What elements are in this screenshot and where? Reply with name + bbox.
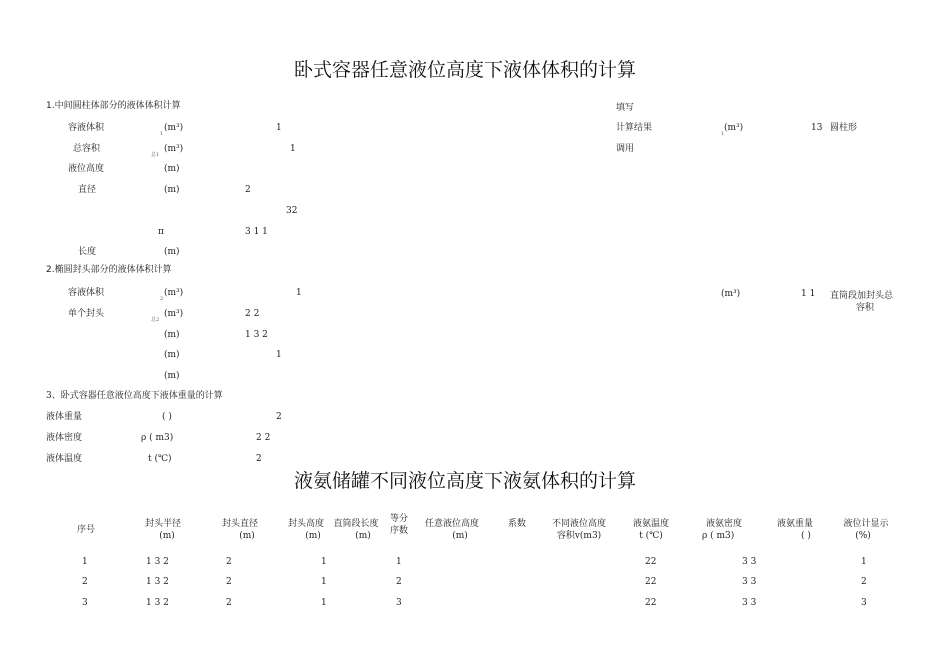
sec3-weight-label: 液体重量 [46, 412, 83, 422]
sec1-total-sub: 总1 [151, 152, 160, 158]
sec1-length-unit: (m) [164, 247, 180, 257]
col-header-level-l2: (m) [452, 531, 468, 541]
col-header-weight-l1: 液氨重量 [776, 519, 813, 529]
cell-diam: 2 [226, 598, 232, 608]
sec2-capacity-value: 1 [296, 288, 302, 298]
col-header-diam-l1: 封头直径 [221, 519, 258, 529]
sec2-capacity-unit: (m³) [164, 288, 184, 298]
sec2-capacity-sub: 2 [160, 296, 164, 302]
result-sub: 1 [721, 131, 725, 137]
cell-no: 1 [82, 557, 88, 567]
call-label: 调用 [616, 144, 635, 154]
cell-radius: 1 3 2 [146, 598, 169, 608]
result-shape: 圆柱形 [830, 123, 858, 133]
col-header-radius-l2: (m) [159, 531, 175, 541]
sec2-head-values: 2 2 [245, 309, 260, 319]
sec1-capacity-unit: (m³) [164, 123, 184, 133]
section2-heading: 2.椭圆封头部分的液体体积计算 [46, 265, 172, 275]
sec2-head-sub: 总2 [151, 317, 160, 323]
sec1-capacity-label: 容液体积 [68, 123, 105, 133]
cell-seq: 1 [396, 557, 402, 567]
cell-density: 3 3 [742, 577, 757, 587]
cell-temp: 22 [645, 598, 657, 608]
sec1-level-unit: (m) [164, 164, 180, 174]
cell-temp: 22 [645, 557, 657, 567]
cell-height: 1 [321, 598, 327, 608]
sec2-row3-values: 1 3 2 [245, 330, 268, 340]
col-header-gauge-l1: 液位计显示 [843, 519, 889, 529]
col-header-length-l1: 直筒段长度 [333, 519, 379, 529]
col-header-density-l1: 液氨密度 [705, 519, 742, 529]
cell-no: 3 [82, 598, 88, 608]
cell-radius: 1 3 2 [146, 557, 169, 567]
col-header-diam-l2: (m) [239, 531, 255, 541]
sec3-temp-value: 2 [256, 454, 262, 464]
sec2-row3-unit: (m) [164, 330, 180, 340]
cell-density: 3 3 [742, 598, 757, 608]
sec1-pi-values: 3 1 1 [245, 227, 268, 237]
sec1-extra-value: 32 [286, 206, 298, 216]
sec2-head-unit: (m³) [164, 309, 184, 319]
cell-diam: 2 [226, 557, 232, 567]
fill-label: 填写 [616, 103, 635, 113]
sec1-level-label: 液位高度 [68, 164, 105, 174]
col-header-seq-l2: 序数 [389, 526, 408, 536]
cell-no: 2 [82, 577, 88, 587]
col-header-seq-l1: 等分 [389, 514, 408, 524]
sec1-length-label: 长度 [78, 247, 97, 257]
col-header-temp-l1: 液氨温度 [632, 519, 669, 529]
col-header-no-l1: 序号 [76, 525, 95, 535]
sec1-pi-label: π [158, 227, 164, 237]
total-label-line1: 直筒段加封头总 [830, 291, 894, 301]
sec1-diameter-label: 直径 [78, 185, 97, 195]
main-title: 卧式容器任意液位高度下液体体积的计算 [294, 59, 637, 81]
sec1-capacity-sub: 1 [160, 131, 164, 137]
cell-seq: 2 [396, 577, 402, 587]
cell-height: 1 [321, 557, 327, 567]
col-header-volume-l2: 容积v(m3) [556, 531, 602, 541]
total-values: 1 1 [801, 289, 816, 299]
sec3-density-unit: ρ ( m3) [141, 433, 174, 443]
col-header-height-l2: (m) [305, 531, 321, 541]
section3-heading: 3、卧式容器任意液位高度下液体重量的计算 [46, 391, 223, 401]
cell-density: 3 3 [742, 557, 757, 567]
sec1-total-unit: (m³) [164, 144, 184, 154]
cell-radius: 1 3 2 [146, 577, 169, 587]
sec3-temp-label: 液体温度 [46, 454, 83, 464]
sec3-density-label: 液体密度 [46, 433, 83, 443]
cell-pct: 3 [861, 598, 867, 608]
col-header-radius-l1: 封头半径 [144, 519, 181, 529]
result-unit: (m³) [724, 123, 744, 133]
total-label-line2: 容积 [856, 303, 875, 313]
cell-diam: 2 [226, 577, 232, 587]
sec2-row4-unit: (m) [164, 350, 180, 360]
cell-pct: 2 [861, 577, 867, 587]
total-unit: (m³) [721, 289, 741, 299]
sec3-weight-unit: ( ) [162, 412, 172, 422]
col-header-coef-l1: 系数 [507, 519, 526, 529]
sec3-weight-value: 2 [276, 412, 282, 422]
cell-pct: 1 [861, 557, 867, 567]
col-header-temp-l2: t (℃) [639, 531, 663, 541]
col-header-density-l2: ρ ( m3) [702, 531, 735, 541]
col-header-gauge-l2: (%) [855, 531, 871, 541]
sec1-total-value: 1 [290, 144, 296, 154]
sec1-total-label: 总容积 [73, 144, 101, 154]
cell-seq: 3 [396, 598, 402, 608]
second-title: 液氨储罐不同液位高度下液氨体积的计算 [294, 470, 637, 492]
col-header-level-l1: 任意液位高度 [424, 519, 479, 529]
section1-heading: 1.中间圆柱体部分的液体体积计算 [46, 101, 181, 111]
sec3-density-values: 2 2 [256, 433, 271, 443]
result-label: 计算结果 [616, 123, 653, 133]
sec1-capacity-value: 1 [276, 123, 282, 133]
sec2-row4-value: 1 [276, 350, 282, 360]
sec2-capacity-label: 容液体积 [68, 288, 105, 298]
col-header-length-l2: (m) [355, 531, 371, 541]
sec3-temp-unit: t (℃) [148, 454, 172, 464]
sec1-diameter-unit: (m) [164, 185, 180, 195]
sec2-head-label: 单个封头 [68, 309, 105, 319]
col-header-weight-l2: ( ) [801, 531, 811, 541]
result-value: 13 [811, 123, 823, 133]
sec1-diameter-value: 2 [245, 185, 251, 195]
col-header-height-l1: 封头高度 [287, 519, 324, 529]
cell-temp: 22 [645, 577, 657, 587]
cell-height: 1 [321, 577, 327, 587]
col-header-volume-l1: 不同液位高度 [551, 519, 606, 529]
sec2-row5-unit: (m) [164, 371, 180, 381]
